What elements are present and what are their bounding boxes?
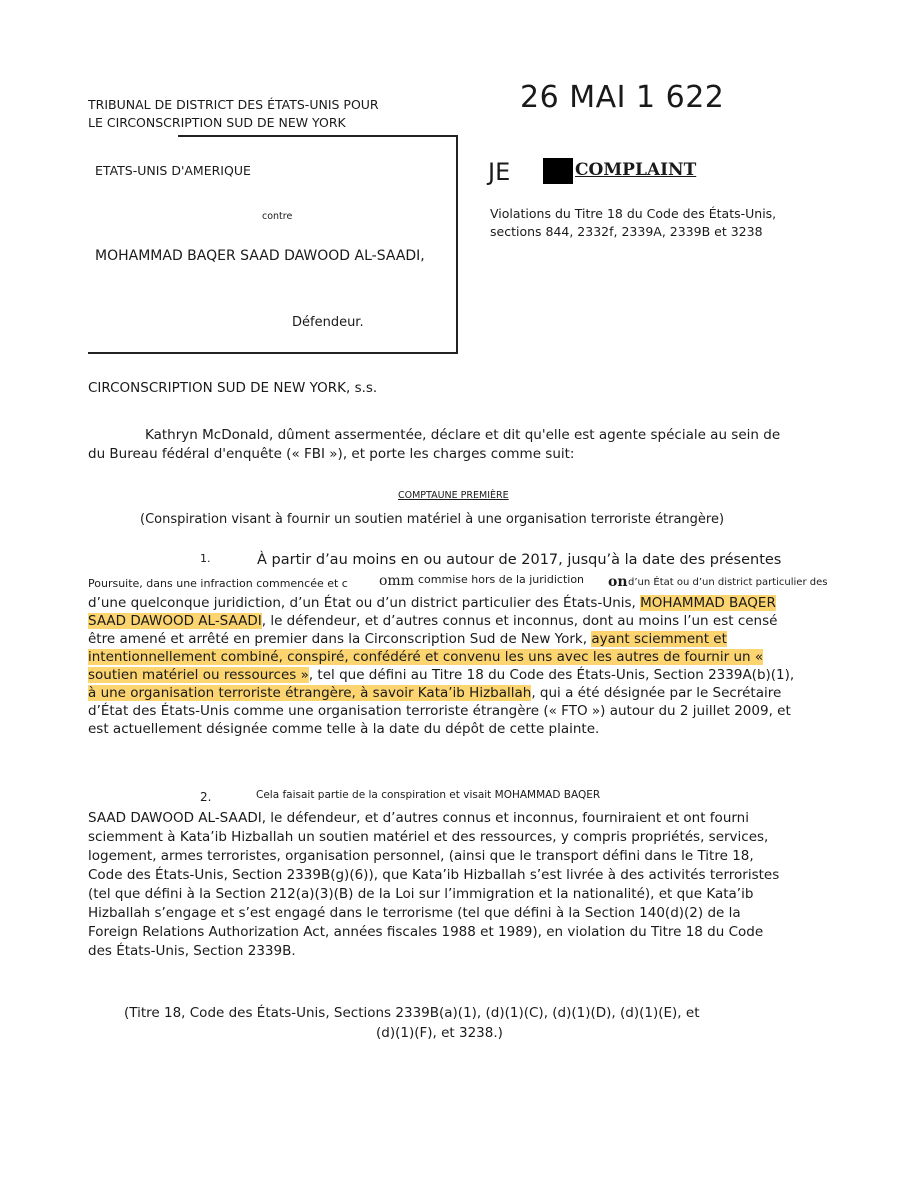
para1-line1	[88, 594, 776, 612]
conspiracy-highlight: intentionnellement combiné, conspiré, confédéré et convenu les uns avec les autres de fournir un «	[88, 649, 764, 665]
defendant-highlight-1: MOHAMMAD BAQER	[640, 595, 776, 611]
para2-line: Code des États-Unis, Section 2339B(g)(6)), que Kata’ib Hizballah s’est livrée à des activités terroristes	[88, 867, 780, 883]
para1-line1-text: d’une quelconque juridiction, d’un État ou d’un district particulier des États-Unis,	[88, 595, 636, 611]
para2-number: 2.	[200, 790, 212, 804]
fto-highlight: à une organisation terroriste étrangère, à savoir Kata’ib Hizballah	[88, 685, 532, 701]
defendant-name: MOHAMMAD BAQER SAAD DAWOOD AL-SAADI,	[95, 248, 425, 264]
para1-frag-a: Poursuite, dans une infraction commencée et c	[88, 577, 348, 590]
material-support-highlight: soutien matériel ou ressources »	[88, 667, 309, 683]
defendant-role: Défendeur.	[292, 315, 364, 330]
court-name-line1: TRIBUNAL DE DISTRICT DES ÉTATS-UNIS POUR	[88, 97, 379, 112]
complaint-label: COMPLAINT	[575, 160, 697, 180]
para1-line6-text: , qui a été désignée par le Secrétaire	[531, 685, 782, 701]
violations-line1: Violations du Titre 18 du Code des États-Unis,	[490, 206, 777, 221]
redaction-block	[543, 158, 573, 184]
court-name-line2: LE CIRCONSCRIPTION SUD DE NEW YORK	[88, 115, 346, 130]
intro-line1: Kathryn McDonald, dûment assermentée, déclare et dit qu'elle est agente spéciale au sein de	[145, 427, 781, 443]
para1-line3	[88, 630, 727, 648]
knowingly-highlight: ayant sciemment et	[591, 631, 727, 647]
para1-line2	[88, 612, 777, 630]
plaintiff: ETATS-UNIS D'AMERIQUE	[95, 163, 251, 178]
para2-line: des États-Unis, Section 2339B.	[88, 943, 296, 959]
para1-frag-c: commise hors de la juridiction	[418, 573, 585, 586]
count-title: COMPTAUNE PREMIÈRE	[398, 490, 509, 501]
para1-frag-e: d’un État ou d’un district particulier des	[628, 577, 828, 588]
para1-lead: À partir d’au moins en ou autour de 2017, jusqu’à la date des présentes	[257, 552, 782, 568]
citation-line2: (d)(1)(F), et 3238.)	[376, 1025, 503, 1041]
para1-line2-text: , le défendeur, et d’autres connus et inconnus, dont au moins l’un est censé	[261, 613, 778, 629]
para2-line: Hizballah s’engage et s’est engagé dans le terrorisme (tel que défini à la Section 140(d)(2) de la	[88, 905, 741, 921]
para1-line4	[88, 648, 763, 666]
para1-line5	[88, 666, 794, 684]
para1-line8: est actuellement désignée comme telle à la date du dépôt de cette plainte.	[88, 721, 600, 737]
para2-line: (tel que défini à la Section 212(a)(3)(B) de la Loi sur l’immigration et la nationalité), et que Kata’ib	[88, 886, 754, 902]
para2-line: sciemment à Kata’ib Hizballah un soutien matériel et des ressources, y compris propriétés, services,	[88, 829, 769, 845]
para1-number: 1.	[200, 552, 211, 565]
para1-frag-d: on	[608, 574, 628, 590]
para2-line: logement, armes terroristes, organisation personnel, (ainsi que le transport défini dans le Titre 18,	[88, 848, 754, 864]
case-number-prefix: JE	[488, 158, 511, 186]
versus: contre	[262, 211, 293, 222]
para1-line5-text: , tel que défini au Titre 18 du Code des États-Unis, Section 2339A(b)(1),	[308, 667, 795, 683]
defendant-highlight-2: SAAD DAWOOD AL-SAADI	[88, 613, 262, 629]
para2-line: SAAD DAWOOD AL-SAADI, le défendeur, et d’autres connus et inconnus, fourniraient et ont fourni	[88, 810, 749, 826]
violations-line2: sections 844, 2332f, 2339A, 2339B et 3238	[490, 224, 763, 239]
para2-line: Foreign Relations Authorization Act, années fiscales 1988 et 1989), en violation du Titre 18 du Code	[88, 924, 764, 940]
para1-line6	[88, 684, 781, 702]
count-subtitle: (Conspiration visant à fournir un soutien matériel à une organisation terroriste étrangère)	[140, 512, 725, 527]
intro-line2: du Bureau fédéral d'enquête (« FBI »), et porte les charges comme suit:	[88, 446, 575, 462]
venue: CIRCONSCRIPTION SUD DE NEW YORK, s.s.	[88, 380, 378, 396]
citation-line1: (Titre 18, Code des États-Unis, Sections 2339B(a)(1), (d)(1)(C), (d)(1)(D), (d)(1)(E), et	[124, 1005, 700, 1021]
para1-frag-b: omm	[379, 573, 414, 589]
para2-lead: Cela faisait partie de la conspiration et visait MOHAMMAD BAQER	[256, 789, 601, 801]
para1-line3-text: être amené et arrêté en premier dans la Circonscription Sud de New York,	[88, 631, 588, 647]
para1-line7: d’État des États-Unis comme une organisation terroriste étrangère (« FTO ») autour du 2 juillet 2009, et	[88, 703, 791, 719]
date-stamp: 26 MAI 1 622	[520, 80, 725, 115]
